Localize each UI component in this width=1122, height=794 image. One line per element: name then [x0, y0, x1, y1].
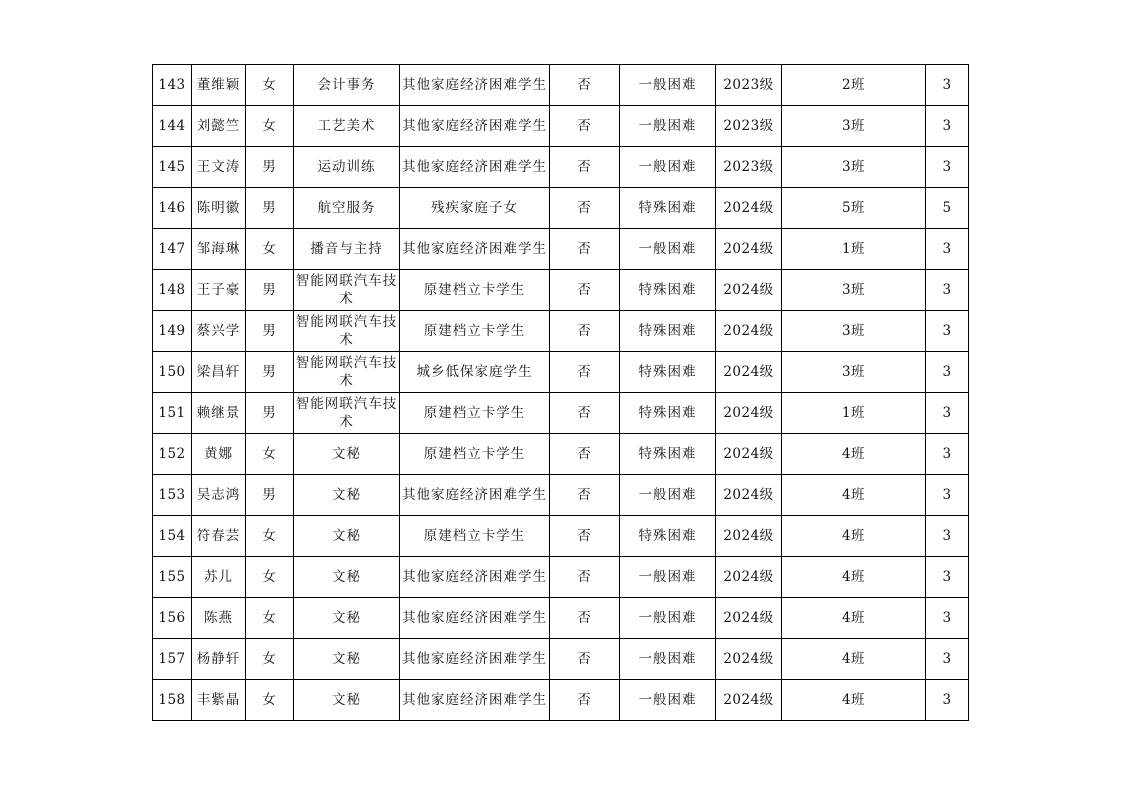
flag-cell: 否	[550, 188, 620, 229]
gender-cell: 女	[246, 680, 294, 721]
student-name-cell: 吴志鸿	[192, 475, 246, 516]
difficulty-level-cell: 特殊困难	[620, 434, 716, 475]
student-name-cell: 丰紫晶	[192, 680, 246, 721]
flag-cell: 否	[550, 475, 620, 516]
gender-cell: 男	[246, 393, 294, 434]
difficulty-level-cell: 特殊困难	[620, 352, 716, 393]
table-row	[153, 65, 969, 106]
flag-cell: 否	[550, 147, 620, 188]
table-body	[153, 65, 969, 721]
major-cell: 智能网联汽车技术	[294, 311, 400, 352]
difficulty-level-cell: 一般困难	[620, 229, 716, 270]
row-number-cell: 145	[153, 147, 192, 188]
aid-category-cell: 城乡低保家庭学生	[400, 352, 550, 393]
gender-cell: 男	[246, 147, 294, 188]
major-cell: 智能网联汽车技术	[294, 352, 400, 393]
aid-category-cell: 其他家庭经济困难学生	[400, 65, 550, 106]
difficulty-level-cell: 一般困难	[620, 680, 716, 721]
grade-cell: 2024级	[716, 639, 782, 680]
table-row	[153, 434, 969, 475]
major-cell: 文秘	[294, 516, 400, 557]
table-row	[153, 352, 969, 393]
table-row	[153, 557, 969, 598]
grade-cell: 2023级	[716, 65, 782, 106]
student-name-cell: 蔡兴学	[192, 311, 246, 352]
table-row	[153, 311, 969, 352]
student-name-cell: 苏儿	[192, 557, 246, 598]
difficulty-level-cell: 特殊困难	[620, 188, 716, 229]
row-number-cell: 144	[153, 106, 192, 147]
class-cell: 1班	[782, 393, 926, 434]
major-cell: 文秘	[294, 639, 400, 680]
row-number-cell: 157	[153, 639, 192, 680]
flag-cell: 否	[550, 106, 620, 147]
gender-cell: 男	[246, 352, 294, 393]
count-cell: 5	[926, 188, 969, 229]
aid-category-cell: 其他家庭经济困难学生	[400, 106, 550, 147]
flag-cell: 否	[550, 434, 620, 475]
class-cell: 3班	[782, 270, 926, 311]
grade-cell: 2024级	[716, 557, 782, 598]
grade-cell: 2023级	[716, 147, 782, 188]
class-cell: 5班	[782, 188, 926, 229]
student-name-cell: 赖继景	[192, 393, 246, 434]
count-cell: 3	[926, 106, 969, 147]
class-cell: 4班	[782, 557, 926, 598]
count-cell: 3	[926, 352, 969, 393]
count-cell: 3	[926, 147, 969, 188]
difficulty-level-cell: 一般困难	[620, 106, 716, 147]
gender-cell: 女	[246, 557, 294, 598]
class-cell: 3班	[782, 311, 926, 352]
aid-category-cell: 其他家庭经济困难学生	[400, 639, 550, 680]
row-number-cell: 154	[153, 516, 192, 557]
major-cell: 工艺美术	[294, 106, 400, 147]
student-name-cell: 王子豪	[192, 270, 246, 311]
row-number-cell: 150	[153, 352, 192, 393]
student-name-cell: 梁昌轩	[192, 352, 246, 393]
class-cell: 2班	[782, 65, 926, 106]
student-name-cell: 陈明徽	[192, 188, 246, 229]
flag-cell: 否	[550, 65, 620, 106]
count-cell: 3	[926, 598, 969, 639]
row-number-cell: 148	[153, 270, 192, 311]
count-cell: 3	[926, 65, 969, 106]
grade-cell: 2024级	[716, 352, 782, 393]
gender-cell: 女	[246, 434, 294, 475]
flag-cell: 否	[550, 352, 620, 393]
major-cell: 智能网联汽车技术	[294, 270, 400, 311]
grade-cell: 2024级	[716, 270, 782, 311]
row-number-cell: 156	[153, 598, 192, 639]
table-row	[153, 147, 969, 188]
major-cell: 文秘	[294, 475, 400, 516]
grade-cell: 2024级	[716, 393, 782, 434]
gender-cell: 女	[246, 65, 294, 106]
flag-cell: 否	[550, 311, 620, 352]
class-cell: 3班	[782, 352, 926, 393]
flag-cell: 否	[550, 229, 620, 270]
count-cell: 3	[926, 475, 969, 516]
class-cell: 4班	[782, 680, 926, 721]
class-cell: 3班	[782, 106, 926, 147]
count-cell: 3	[926, 393, 969, 434]
student-aid-table	[152, 64, 969, 721]
gender-cell: 女	[246, 106, 294, 147]
grade-cell: 2024级	[716, 680, 782, 721]
gender-cell: 男	[246, 475, 294, 516]
flag-cell: 否	[550, 393, 620, 434]
difficulty-level-cell: 一般困难	[620, 475, 716, 516]
grade-cell: 2024级	[716, 434, 782, 475]
major-cell: 智能网联汽车技术	[294, 393, 400, 434]
class-cell: 3班	[782, 147, 926, 188]
aid-category-cell: 原建档立卡学生	[400, 516, 550, 557]
gender-cell: 女	[246, 598, 294, 639]
count-cell: 3	[926, 311, 969, 352]
class-cell: 4班	[782, 639, 926, 680]
major-cell: 运动训练	[294, 147, 400, 188]
major-cell: 文秘	[294, 557, 400, 598]
row-number-cell: 153	[153, 475, 192, 516]
gender-cell: 女	[246, 229, 294, 270]
gender-cell: 女	[246, 516, 294, 557]
major-cell: 文秘	[294, 680, 400, 721]
table-row	[153, 680, 969, 721]
grade-cell: 2024级	[716, 311, 782, 352]
class-cell: 4班	[782, 516, 926, 557]
table-row	[153, 639, 969, 680]
class-cell: 1班	[782, 229, 926, 270]
count-cell: 3	[926, 229, 969, 270]
aid-category-cell: 其他家庭经济困难学生	[400, 680, 550, 721]
row-number-cell: 149	[153, 311, 192, 352]
difficulty-level-cell: 一般困难	[620, 65, 716, 106]
difficulty-level-cell: 特殊困难	[620, 311, 716, 352]
difficulty-level-cell: 一般困难	[620, 557, 716, 598]
gender-cell: 男	[246, 270, 294, 311]
difficulty-level-cell: 一般困难	[620, 639, 716, 680]
table-row	[153, 106, 969, 147]
grade-cell: 2024级	[716, 598, 782, 639]
flag-cell: 否	[550, 598, 620, 639]
count-cell: 3	[926, 557, 969, 598]
row-number-cell: 143	[153, 65, 192, 106]
major-cell: 播音与主持	[294, 229, 400, 270]
student-name-cell: 陈燕	[192, 598, 246, 639]
table-row	[153, 475, 969, 516]
gender-cell: 男	[246, 188, 294, 229]
aid-category-cell: 原建档立卡学生	[400, 393, 550, 434]
count-cell: 3	[926, 680, 969, 721]
student-name-cell: 董维颖	[192, 65, 246, 106]
difficulty-level-cell: 特殊困难	[620, 516, 716, 557]
gender-cell: 女	[246, 639, 294, 680]
grade-cell: 2024级	[716, 475, 782, 516]
difficulty-level-cell: 特殊困难	[620, 270, 716, 311]
major-cell: 会计事务	[294, 65, 400, 106]
count-cell: 3	[926, 434, 969, 475]
table-row	[153, 393, 969, 434]
aid-category-cell: 原建档立卡学生	[400, 434, 550, 475]
class-cell: 4班	[782, 434, 926, 475]
table-row	[153, 229, 969, 270]
flag-cell: 否	[550, 516, 620, 557]
table-row	[153, 270, 969, 311]
grade-cell: 2024级	[716, 188, 782, 229]
aid-category-cell: 其他家庭经济困难学生	[400, 475, 550, 516]
table-row	[153, 188, 969, 229]
flag-cell: 否	[550, 639, 620, 680]
flag-cell: 否	[550, 270, 620, 311]
grade-cell: 2024级	[716, 516, 782, 557]
count-cell: 3	[926, 270, 969, 311]
student-name-cell: 刘懿竺	[192, 106, 246, 147]
major-cell: 文秘	[294, 434, 400, 475]
difficulty-level-cell: 一般困难	[620, 147, 716, 188]
flag-cell: 否	[550, 557, 620, 598]
table-row	[153, 516, 969, 557]
student-name-cell: 杨静轩	[192, 639, 246, 680]
difficulty-level-cell: 特殊困难	[620, 393, 716, 434]
class-cell: 4班	[782, 475, 926, 516]
row-number-cell: 146	[153, 188, 192, 229]
aid-category-cell: 残疾家庭子女	[400, 188, 550, 229]
row-number-cell: 152	[153, 434, 192, 475]
count-cell: 3	[926, 516, 969, 557]
aid-category-cell: 其他家庭经济困难学生	[400, 598, 550, 639]
count-cell: 3	[926, 639, 969, 680]
class-cell: 4班	[782, 598, 926, 639]
aid-category-cell: 其他家庭经济困难学生	[400, 557, 550, 598]
row-number-cell: 151	[153, 393, 192, 434]
major-cell: 文秘	[294, 598, 400, 639]
gender-cell: 男	[246, 311, 294, 352]
student-name-cell: 王文涛	[192, 147, 246, 188]
row-number-cell: 158	[153, 680, 192, 721]
student-name-cell: 邹海琳	[192, 229, 246, 270]
aid-category-cell: 其他家庭经济困难学生	[400, 147, 550, 188]
grade-cell: 2023级	[716, 106, 782, 147]
table-row	[153, 598, 969, 639]
aid-category-cell: 原建档立卡学生	[400, 270, 550, 311]
grade-cell: 2024级	[716, 229, 782, 270]
flag-cell: 否	[550, 680, 620, 721]
aid-category-cell: 其他家庭经济困难学生	[400, 229, 550, 270]
aid-category-cell: 原建档立卡学生	[400, 311, 550, 352]
student-name-cell: 黄娜	[192, 434, 246, 475]
row-number-cell: 147	[153, 229, 192, 270]
student-name-cell: 符春芸	[192, 516, 246, 557]
major-cell: 航空服务	[294, 188, 400, 229]
row-number-cell: 155	[153, 557, 192, 598]
difficulty-level-cell: 一般困难	[620, 598, 716, 639]
